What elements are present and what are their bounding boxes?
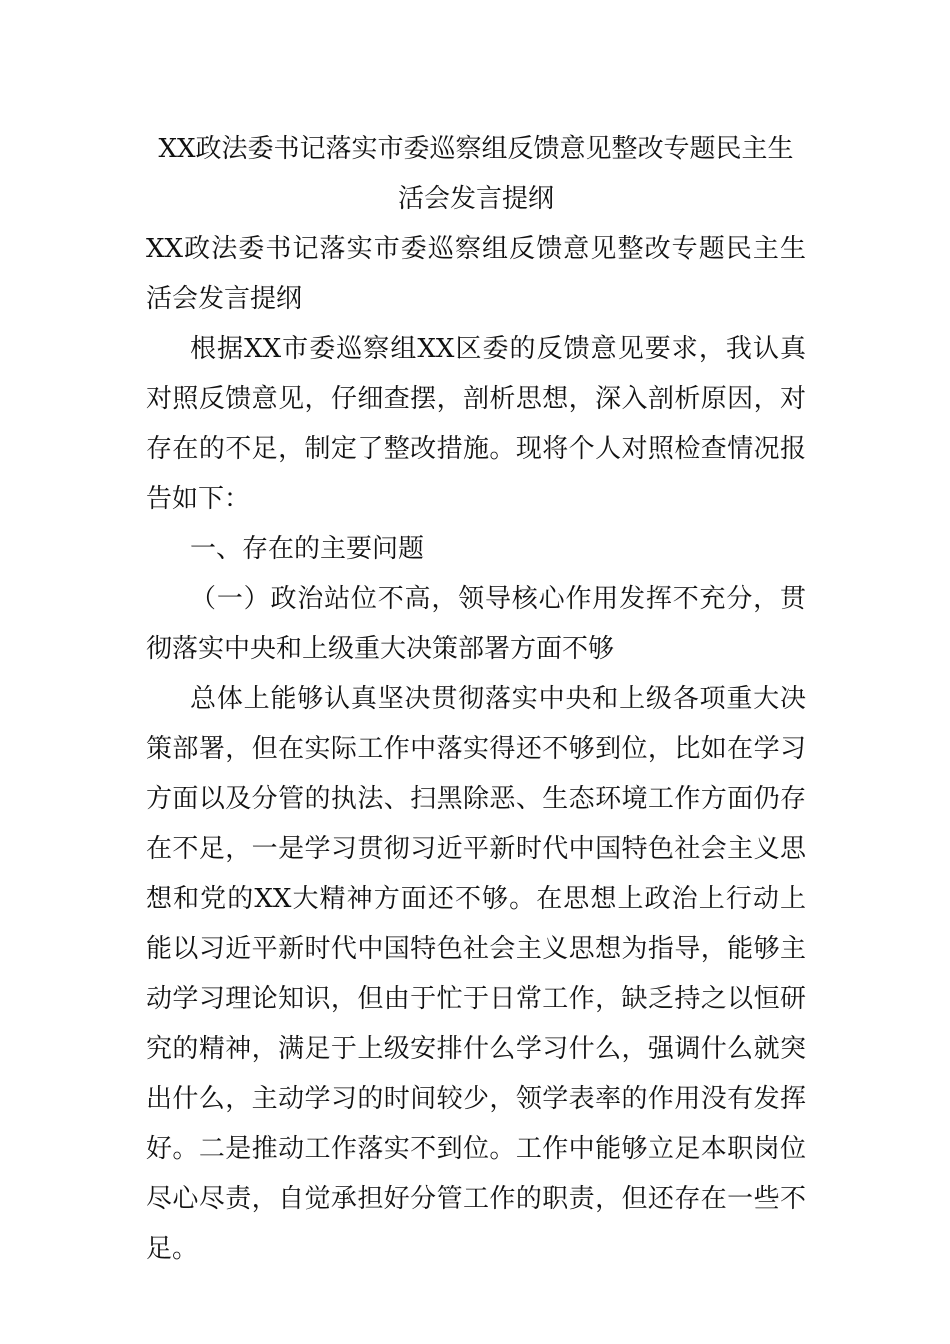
document-subtitle: XX政法委书记落实市委巡察组反馈意见整改专题民主生活会发言提纲 — [146, 234, 806, 314]
document-content — [146, 124, 806, 1274]
body-paragraph: 总体上能够认真坚决贯彻落实中央和上级各项重大决策部署，但在实际工作中落实得还不够到位，比如在学习方面以及分管的执法、扫黑除恶、生态环境工作方面仍存在不足，一是学习贯彻习近平新时代中国特色社会主义思想和党的XX大精神方面还不够。在思想上政治上行动上能以习近平新时代中国特色社会主义思想为指导，能够主动学习理论知识，但由于忙于日常工作，缺乏持之以恒研究的精神，满足于上级安排什么学习什么，强调什么就突出什么，主动学习的时间较少，领学表率的作用没有发挥好。二是推动工作落实不到位。工作中能够立足本职岗位尽心尽责，自觉承担好分管工作的职责，但还存在一些不足。 — [146, 684, 806, 1264]
document-title: XX政法委书记落实市委巡察组反馈意见整改专题民主生活会发言提纲 — [158, 134, 794, 214]
subsection-heading-1: （一）政治站位不高，领导核心作用发挥不充分，贯彻落实中央和上级重大决策部署方面不够 — [146, 584, 806, 664]
intro-paragraph: 根据XX市委巡察组XX区委的反馈意见要求，我认真对照反馈意见，仔细查摆，剖析思想，深入剖析原因，对存在的不足，制定了整改措施。现将个人对照检查情况报告如下： — [146, 334, 806, 514]
section-heading-1: 一、存在的主要问题 — [190, 534, 425, 564]
